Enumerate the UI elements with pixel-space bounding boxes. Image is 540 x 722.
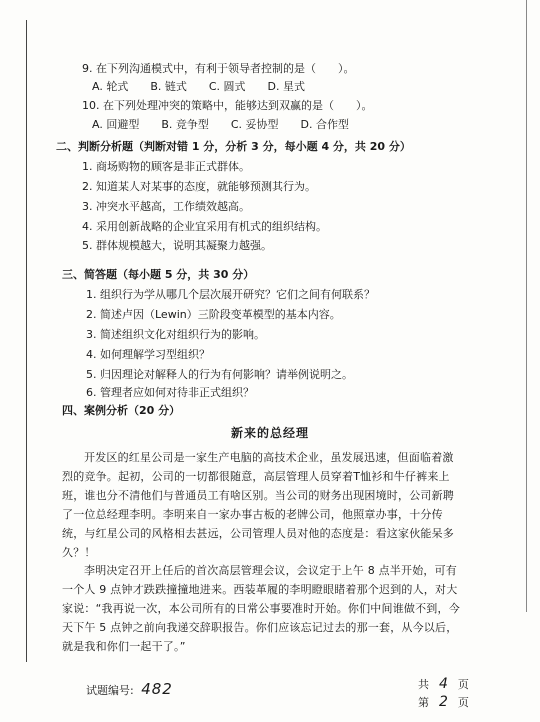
- section2-item: 4. 采用创新战略的企业宜采用有机式的组织结构。: [82, 220, 327, 233]
- exam-code: [86, 680, 173, 698]
- case-paragraph: 开发区的红星公司是一家生产电脑的高技术企业，虽发展迅速，但面临着激烈的竞争。起初，公司的一切都很随意，高层管理人员穿着T恤衫和牛仔裤来上班，谁也分不清他们与普通员工有啥区别。当公司的财务出现困境时，公司新聘了一位总经理李明。李明来自一家办事古板的老牌公司，他照章办事，十分传统，与红星公司的风格相去甚远，公司管理人员对他的态度是：看这家伙能呆多久？！: [62, 451, 454, 559]
- section3-item: 2. 简述卢因（Lewin）三阶段变革模型的基本内容。: [86, 308, 341, 321]
- page-number-value: 2: [439, 694, 448, 710]
- section2-heading: 二、判断分析题（判断对错 1 分，分析 3 分，每小题 4 分，共 20 分）: [56, 140, 411, 153]
- section3-item: 3. 简述组织文化对组织行为的影响。: [86, 328, 265, 341]
- section2-item: 3. 冲突水平越高，工作绩效越高。: [82, 200, 250, 213]
- section3-item: 1. 组织行为学从哪几个层次展开研究？它们之间有何联系？: [86, 288, 375, 301]
- page-number: [418, 694, 469, 710]
- total-pages: [418, 676, 469, 692]
- right-border-line: [526, 0, 527, 612]
- total-suffix: 页: [457, 678, 469, 691]
- total-prefix: 共: [418, 678, 429, 691]
- section3-item: 6. 管理者应如何对待非正式组织？: [86, 386, 254, 399]
- q10-stem: 10. 在下列处理冲突的策略中，能够达到双赢的是（ ）。: [82, 99, 373, 112]
- q10-options: A. 回避型 B. 竞争型 C. 妥协型 D. 合作型: [92, 118, 350, 131]
- case-title: 新来的总经理: [230, 426, 309, 440]
- section3-heading: 三、简答题（每小题 5 分，共 30 分）: [62, 268, 255, 281]
- exam-code-label: 试题编号:: [86, 684, 134, 697]
- q9-options: A. 轮式 B. 链式 C. 圆式 D. 星式: [92, 80, 306, 93]
- section2-item: 2. 知道某人对某事的态度，就能够预测其行为。: [82, 180, 316, 193]
- section4-heading: 四、案例分析（20 分）: [62, 404, 181, 417]
- left-border-line: [26, 20, 27, 662]
- page-suffix: 页: [457, 696, 469, 709]
- total-pages-value: 4: [439, 676, 448, 692]
- page-prefix: 第: [418, 696, 429, 709]
- section3-item: 4. 如何理解学习型组织？: [86, 348, 210, 361]
- section2-item: 1. 商场购物的顾客是非正式群体。: [82, 160, 250, 173]
- exam-code-value: 482: [141, 680, 173, 698]
- q9-stem: 9. 在下列沟通模式中，有利于领导者控制的是（ ）。: [82, 62, 355, 75]
- case-paragraph: 李明决定召开上任后的首次高层管理会议，会议定于上午 8 点半开始，可有一个人 9 点钟才跌跌撞撞地进来。西装革履的李明瞪眼睹着那个迟到的人，对大家说：“我再说一次，本公司所有的日常公事要准时开始。你们中间谁做不到，今天下午 5 点钟之前向我递交辞职报告。你们应该忘记过去的那一套，从今以后，就是我和你们一起干了。”: [62, 564, 460, 653]
- section3-item: 5. 归因理论对解释人的行为有何影响？请举例说明之。: [86, 368, 353, 381]
- section2-item: 5. 群体规模越大，说明其凝聚力越强。: [82, 239, 272, 252]
